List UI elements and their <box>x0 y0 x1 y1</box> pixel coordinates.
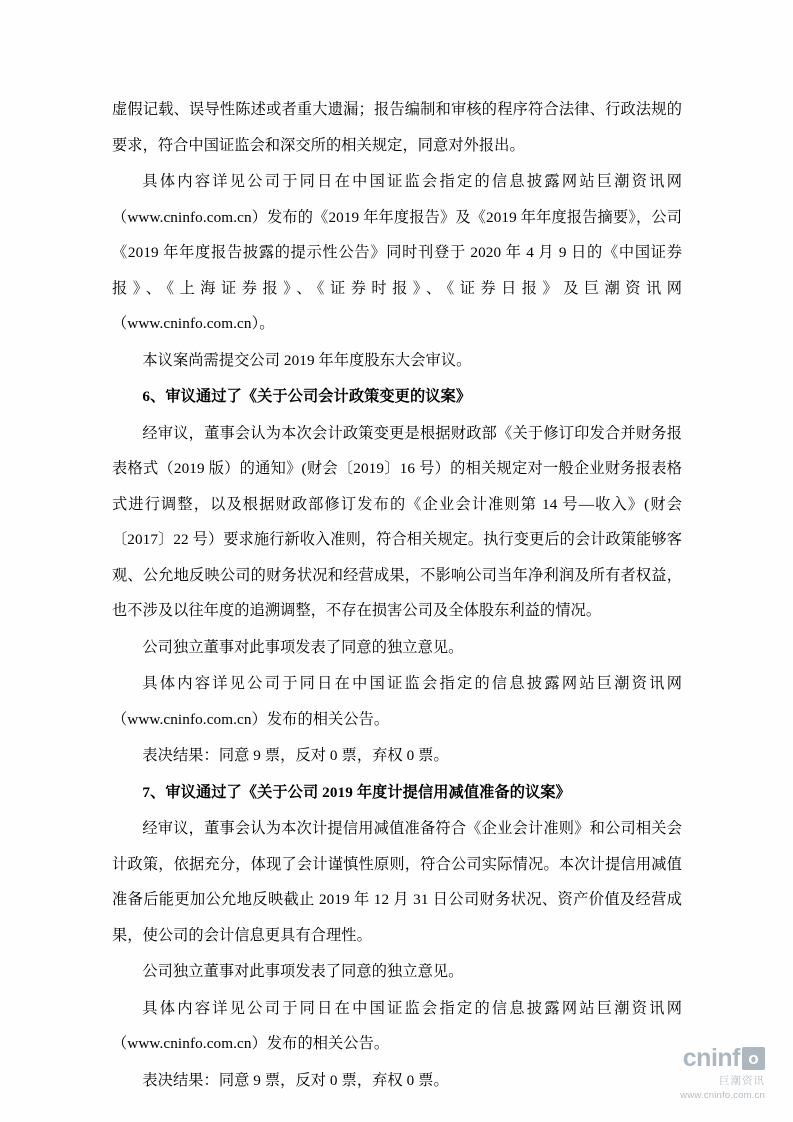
cninfo-logo-text: cninf <box>682 1044 740 1072</box>
paragraph: 具体内容详见公司于同日在中国证监会指定的信息披露网站巨潮资讯网（www.cninfo.com.cn）发布的《2019 年年度报告》及《2019 年年度报告摘要》，公司《2019 年年度报告披露的提示性公告》同时刊登于 2020 年 4 月 9 日的《中国证券报》、《上海证券报》、《证券时报》、《证券日报》及巨潮资讯网（www.cninfo.com.cn）。 <box>112 173 682 332</box>
cninfo-watermark-sub <box>680 1073 765 1101</box>
paragraph: 虚假记载、误导性陈述或者重大遗漏；报告编制和审核的程序符合法律、行政法规的要求，符合中国证监会和深交所的相关规定，同意对外报出。 <box>112 101 682 154</box>
paragraph: 具体内容详见公司于同日在中国证监会指定的信息披露网站巨潮资讯网（www.cninfo.com.cn）发布的相关公告。 <box>112 675 682 728</box>
section-heading-7: 7、审议通过了《关于公司 2019 年度计提信用减值准备的议案》 <box>142 783 571 801</box>
paragraph: 本议案尚需提交公司 2019 年年度股东大会审议。 <box>142 351 472 369</box>
cninfo-name-cn: 巨潮资讯 <box>719 1075 765 1087</box>
paragraph: 具体内容详见公司于同日在中国证监会指定的信息披露网站巨潮资讯网（www.cninfo.com.cn）发布的相关公告。 <box>112 999 682 1052</box>
paragraph: 表决结果：同意 9 票，反对 0 票，弃权 0 票。 <box>142 747 449 764</box>
paragraph: 经审议，董事会认为本次计提信用减值准备符合《企业会计准则》和公司相关会计政策，依据充分，体现了会计谨慎性原则，符合公司实际情况。本次计提信用减值准备后能更加公允地反映截止 2019 年 12 月 31 日公司财务状况、资产价值及经营成果，使公司的会计信息更具有合理性。 <box>112 820 682 944</box>
paragraph: 表决结果：同意 9 票，反对 0 票，弃权 0 票。 <box>142 1071 449 1089</box>
paragraph: 公司独立董事对此事项发表了同意的独立意见。 <box>142 963 464 980</box>
cninfo-logo <box>683 1044 765 1073</box>
paragraph: 经审议，董事会认为本次会计政策变更是根据财政部《关于修订印发合并财务报表格式（2019 版）的通知》(财会〔2019〕16 号）的相关规定对一般企业财务报表格式进行调整，以及根据财政部修订发布的《企业会计准则第 14 号—收入》(财会〔2017〕22 号）要求施行新收入准则，符合相关规定。执行变更后的会计政策能够客观、公允地反映公司的财务状况和经营成果，不影响公司当年净利润及所有者权益，也不涉及以往年度的追溯调整，不存在损害公司及全体股东利益的情况。 <box>112 424 682 619</box>
section-heading-6: 6、审议通过了《关于公司会计政策变更的议案》 <box>142 388 472 405</box>
cninfo-url: www.cninfo.com.cn <box>680 1090 765 1101</box>
document-body <box>112 92 682 1099</box>
cninfo-watermark <box>625 1044 765 1100</box>
cninfo-logo-mark: o <box>742 1047 765 1070</box>
paragraph: 公司独立董事对此事项发表了同意的独立意见。 <box>142 638 464 656</box>
